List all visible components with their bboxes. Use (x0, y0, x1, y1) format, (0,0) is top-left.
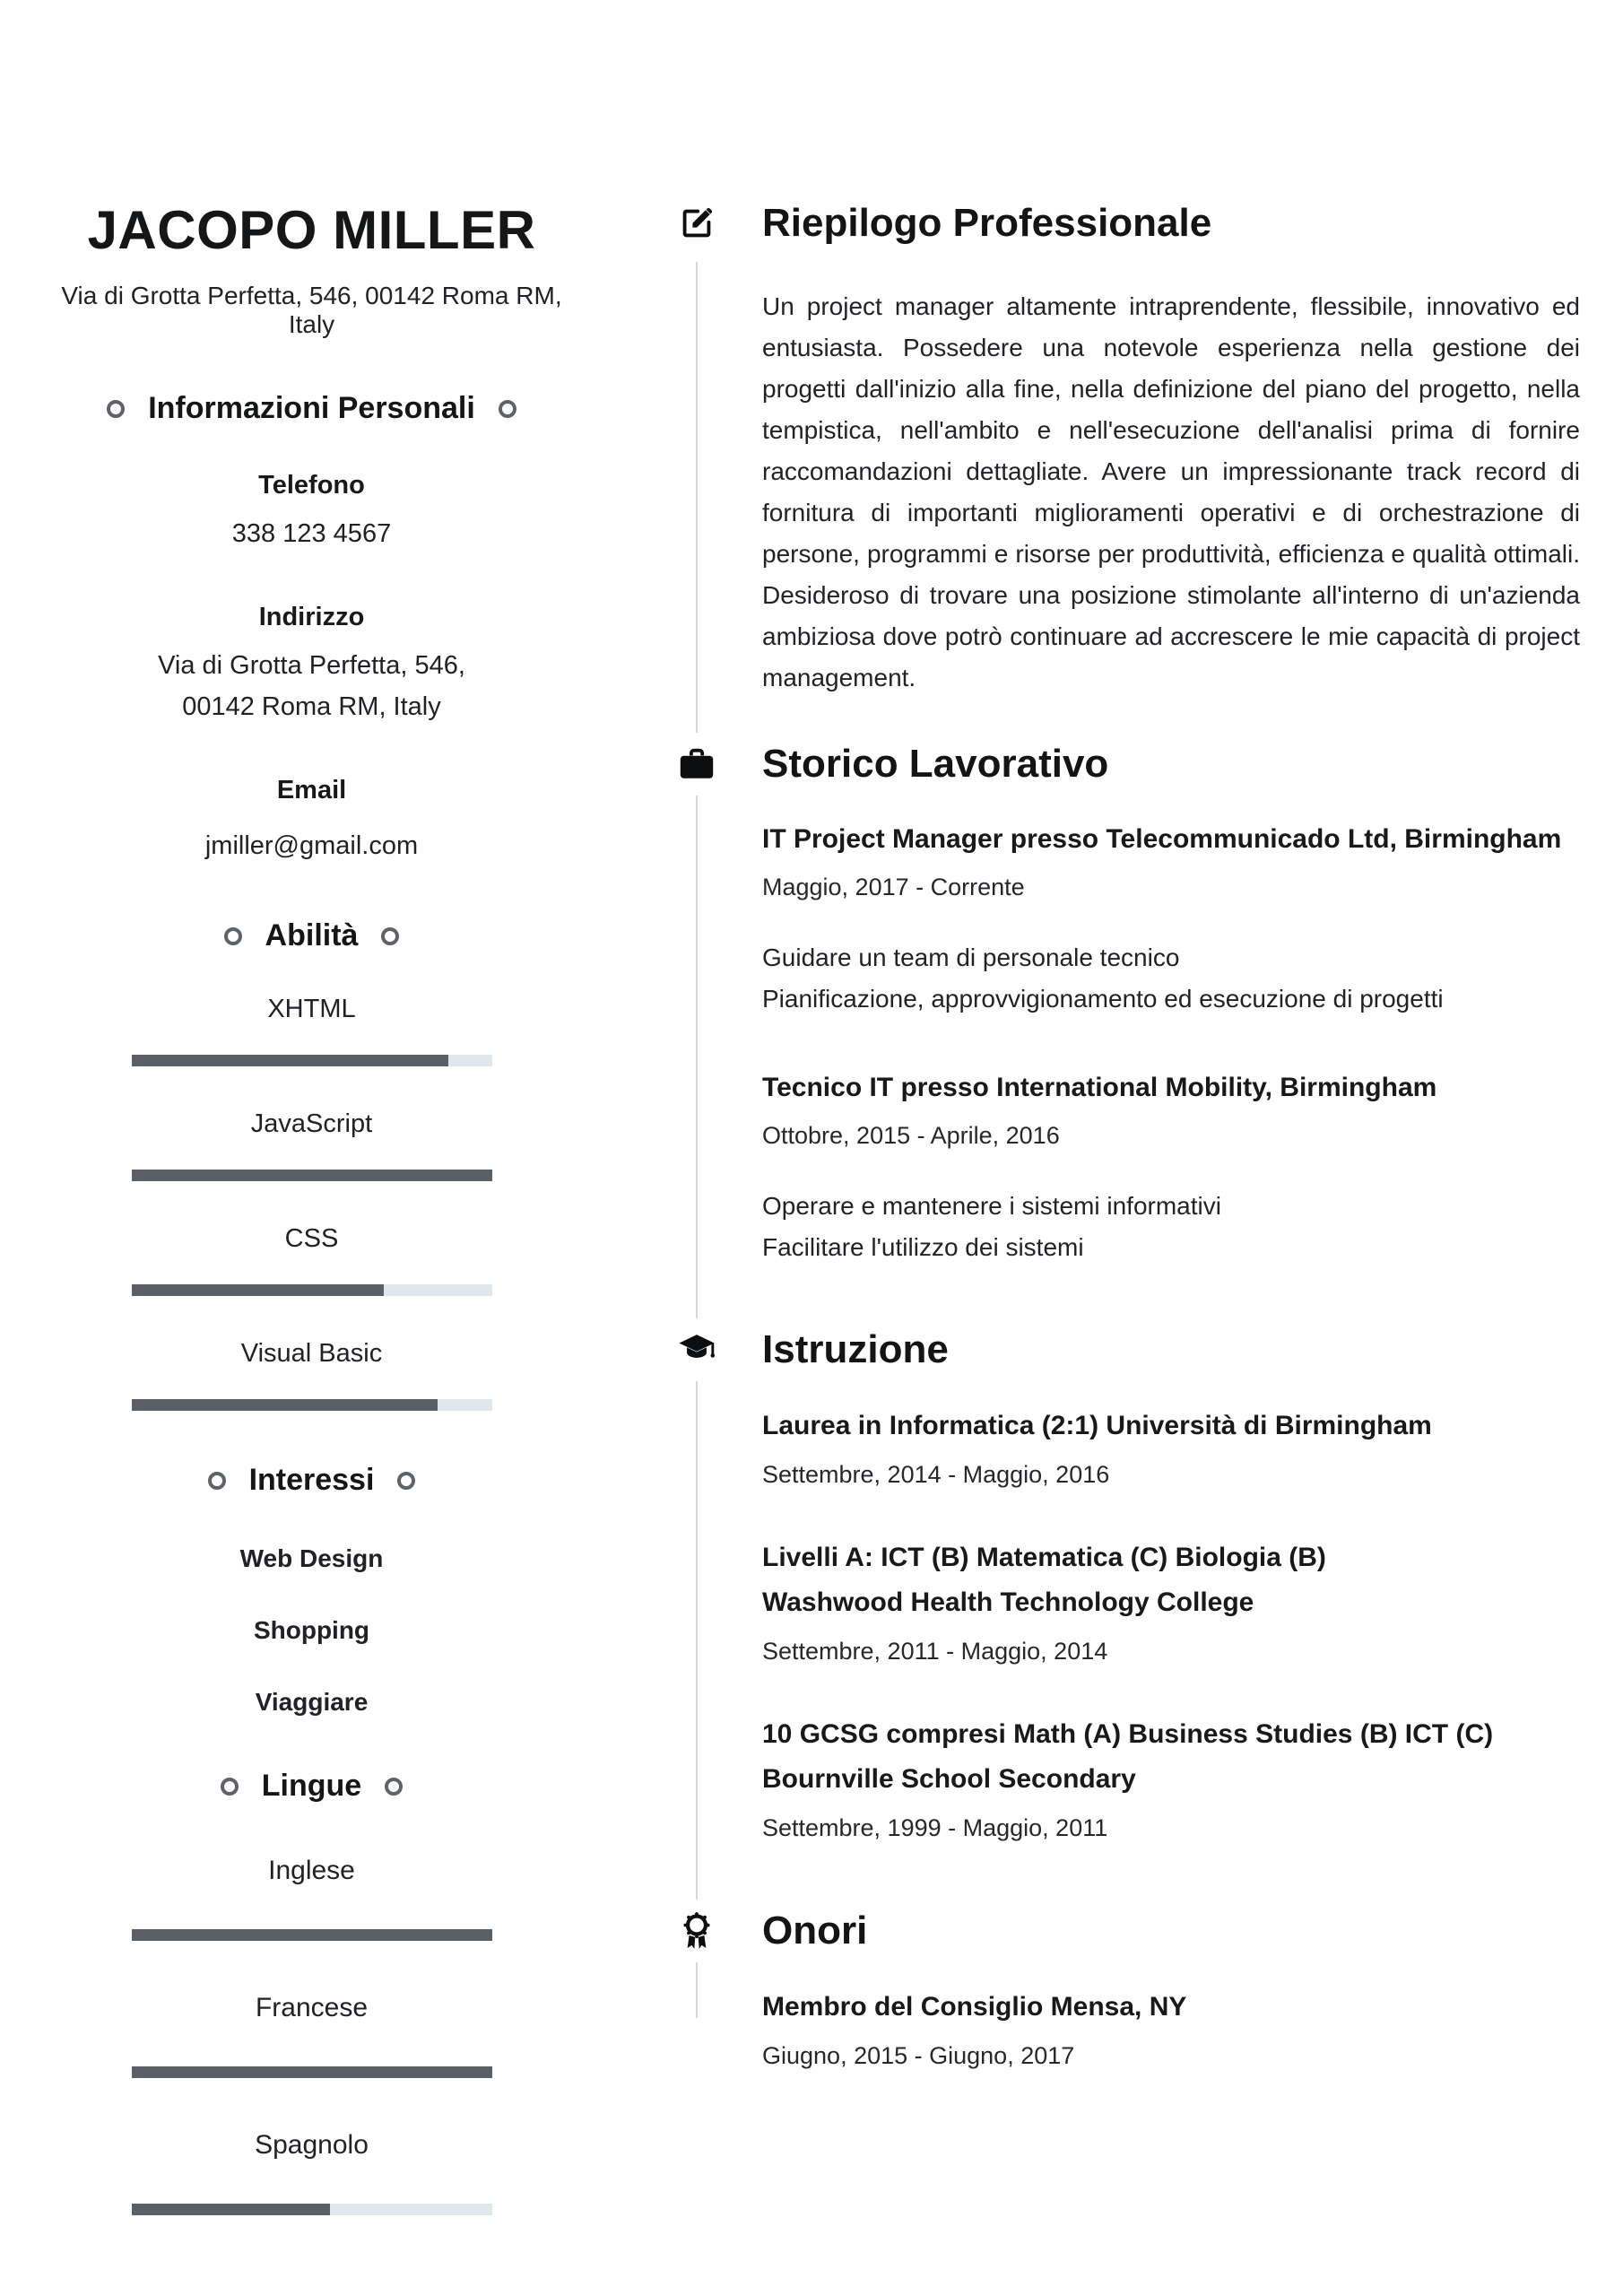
honor-dates: Giugno, 2015 - Giugno, 2017 (762, 2042, 1075, 2069)
address-line-1: Via di Grotta Perfetta, 546, (158, 651, 465, 680)
education-entry (762, 1535, 1580, 1665)
address-line-2: 00142 Roma RM, Italy (182, 692, 441, 721)
work-entry (762, 1066, 1580, 1268)
phone-value: 338 123 4567 (231, 519, 392, 548)
education-entry (762, 1404, 1580, 1489)
education-degree: Livelli A: ICT (B) Matematica (C) Biologia (B) (762, 1543, 1326, 1572)
skill-bar (132, 1399, 492, 1411)
address-label: Indirizzo (258, 603, 365, 631)
resume-address: Via di Grotta Perfetta, 546, 00142 Roma RM, Italy (61, 282, 562, 338)
language-label: Inglese (268, 1856, 355, 1885)
skills-header (54, 918, 569, 953)
sidebar (54, 201, 569, 2215)
work-role: Tecnico IT presso International Mobility, Birmingham (762, 1073, 1437, 1102)
language-bar-fill (132, 1929, 492, 1941)
section-title: Storico Lavorativo (762, 742, 1109, 786)
email-value: jmiller@gmail.com (204, 831, 419, 860)
briefcase-icon (673, 733, 720, 796)
sidebar-section-title: Abilità (265, 918, 359, 952)
skill-bar (132, 1170, 492, 1181)
circle-bullet-icon (381, 927, 399, 945)
circle-bullet-icon (224, 927, 242, 945)
skill-label: JavaScript (250, 1109, 373, 1138)
interest-item: Viaggiare (255, 1688, 369, 1716)
circle-bullet-icon (499, 400, 516, 418)
email-label: Email (276, 776, 347, 804)
circle-bullet-icon (385, 1778, 403, 1796)
language-bar-fill (132, 2204, 330, 2215)
summary-text: Un project manager altamente intraprendente, flessibile, innovativo ed entusiasta. Possedere una notevole esperienza nella gestione dei progetti dall'inizio alla fine, nella definizione del piano del progetto, nella tempistica, nell'ambito e nell'esecuzione dell'analisi prima di fornire raccomandazioni dettagliate. Avere un impressionante track record di fornitura di importanti miglioramenti operativi e di orchestrazione di persone, programmi e risorse per produttività, efficienza e qualità ottimali. Desideroso di trovare una posizione stimolante all'interno di un'azienda ambiziosa dove potrò continuare ad accrescere le mie capacità di project management. (762, 292, 1580, 691)
interest-item: Web Design (239, 1544, 384, 1572)
honors-entry (762, 1985, 1580, 2070)
interests-header (54, 1463, 569, 1498)
main-column (668, 199, 1580, 2070)
work-duty: Pianificazione, approvvigionamento ed esecuzione di progetti (762, 985, 1444, 1013)
section-education (668, 1326, 1580, 1842)
language-label: Spagnolo (255, 2130, 369, 2160)
circle-bullet-icon (397, 1472, 415, 1490)
work-dates: Maggio, 2017 - Corrente (762, 874, 1025, 900)
skill-label: Visual Basic (240, 1339, 383, 1368)
work-duty: Operare e mantenere i sistemi informativi (762, 1192, 1221, 1220)
phone-label: Telefono (258, 471, 365, 500)
work-entry (762, 818, 1580, 1020)
language-bar-fill (132, 2066, 492, 2078)
interest-item: Shopping (253, 1616, 370, 1644)
skill-bar (132, 1055, 492, 1066)
section-summary (668, 199, 1580, 699)
personal-info-header (54, 391, 569, 426)
skill-bar-fill (132, 1399, 438, 1411)
language-bar (132, 2204, 492, 2215)
section-honors (668, 1907, 1580, 2070)
skill-bar-fill (132, 1284, 384, 1296)
sidebar-section-title: Lingue (261, 1769, 362, 1803)
section-title: Onori (762, 1909, 868, 1952)
sidebar-section-title: Informazioni Personali (148, 391, 475, 425)
education-entry (762, 1712, 1580, 1842)
education-school: Washwood Health Technology College (762, 1587, 1254, 1617)
edit-icon (673, 192, 720, 255)
skill-label: CSS (284, 1224, 339, 1253)
work-duty: Facilitare l'utilizzo dei sistemi (762, 1233, 1084, 1261)
resume-name: JACOPO MILLER (87, 200, 536, 260)
education-dates: Settembre, 2011 - Maggio, 2014 (762, 1638, 1108, 1665)
work-role: IT Project Manager presso Telecommunicado Ltd, Birmingham (762, 824, 1562, 854)
work-duties (762, 937, 1580, 1020)
education-degree: 10 GCSG compresi Math (A) Business Studies (B) ICT (C) (762, 1719, 1494, 1749)
circle-bullet-icon (107, 400, 125, 418)
section-title: Istruzione (762, 1327, 949, 1371)
language-label: Francese (255, 1993, 369, 2022)
work-dates: Ottobre, 2015 - Aprile, 2016 (762, 1122, 1060, 1149)
circle-bullet-icon (208, 1472, 226, 1490)
languages-header (54, 1769, 569, 1804)
work-duty: Guidare un team di personale tecnico (762, 944, 1180, 971)
section-title: Riepilogo Professionale (762, 201, 1212, 245)
award-icon (673, 1900, 720, 1962)
language-bar (132, 1929, 492, 1941)
graduation-cap-icon (673, 1318, 720, 1381)
skill-bar (132, 1284, 492, 1296)
skill-bar-fill (132, 1170, 492, 1181)
language-bar (132, 2066, 492, 2078)
address-value (54, 645, 569, 727)
education-dates: Settembre, 2014 - Maggio, 2016 (762, 1461, 1110, 1488)
skill-label: XHTML (267, 995, 356, 1023)
section-work (668, 740, 1580, 1268)
education-school: Bournville School Secondary (762, 1764, 1136, 1794)
skill-bar-fill (132, 1055, 449, 1066)
education-dates: Settembre, 1999 - Maggio, 2011 (762, 1814, 1108, 1841)
circle-bullet-icon (221, 1778, 239, 1796)
education-degree: Laurea in Informatica (2:1) Università di Birmingham (762, 1411, 1432, 1440)
honor-title: Membro del Consiglio Mensa, NY (762, 1992, 1187, 2022)
sidebar-section-title: Interessi (248, 1463, 375, 1497)
work-duties (762, 1186, 1580, 1268)
